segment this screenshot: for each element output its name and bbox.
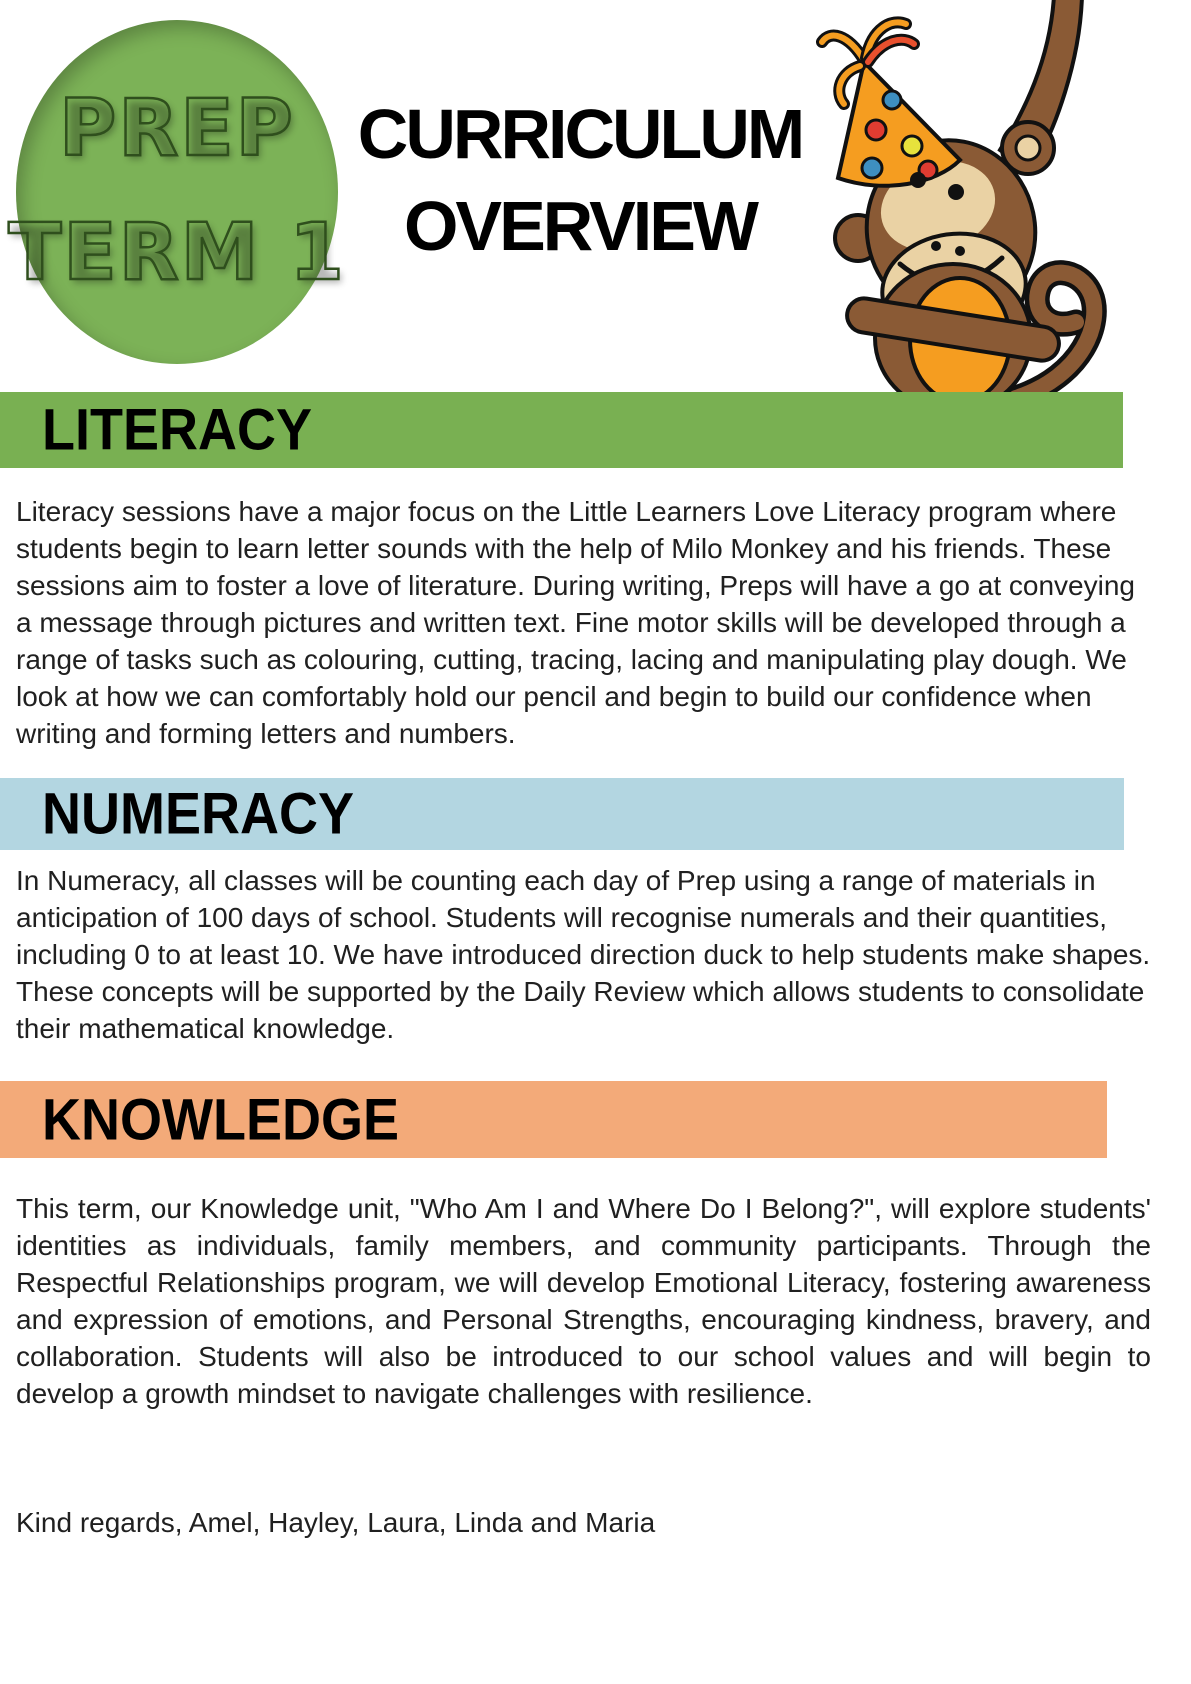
page-title: [310, 88, 850, 272]
numeracy-heading: NUMERACY: [42, 781, 355, 847]
literacy-paragraph: Literacy sessions have a major focus on the Little Learners Love Literacy program where students begin to learn letter sounds with the help of Milo Monkey and his friends. These sessions aim to foster a love of literature. During writing, Preps will have a go at conveying a message through pictures and written text. Fine motor skills will be developed through a range of tasks such as colouring, cutting, tracing, lacing and manipulating play dough. We look at how we can comfortably hold our pencil and begin to build our confidence when writing and forming letters and numbers.: [16, 496, 1135, 749]
numeracy-banner: [0, 778, 1124, 850]
knowledge-paragraph: This term, our Knowledge unit, "Who Am I and Where Do I Belong?", will explore students' identities as individuals, family members, and community participants. Through the Respectful Relationships program, we will develop Emotional Literacy, fostering awareness and expression of emotions, and Personal Strengths, encouraging kindness, bravery, and collaboration. Students will also be introduced to our school values and will begin to develop a growth mindset to navigate challenges with resilience.: [16, 1193, 1151, 1409]
prep-term-badge: [8, 20, 346, 364]
knowledge-heading: KNOWLEDGE: [42, 1087, 399, 1152]
literacy-heading: LITERACY: [42, 397, 312, 463]
numeracy-paragraph: In Numeracy, all classes will be counting each day of Prep using a range of materials in anticipation of 100 days of school. Students will recognise numerals and their quantities, including 0 to at least 10. We have introduced direction duck to help students make shapes. These concepts will be supported by the Daily Review which allows students to consolidate their mathematical knowledge.: [16, 865, 1151, 1044]
page-title-line1: CURRICULUM: [357, 95, 803, 173]
literacy-banner: [0, 392, 1123, 468]
badge-line-term: TERM 1: [8, 208, 346, 298]
knowledge-banner: [0, 1081, 1107, 1158]
badge-line-prep: PREP: [59, 84, 295, 175]
header: [0, 0, 1191, 392]
monkey-illustration: [788, 0, 1110, 402]
signoff-text: Kind regards, Amel, Hayley, Laura, Linda and Maria: [16, 1507, 656, 1538]
party-monkey-icon: [788, 0, 1110, 402]
page-title-line2: OVERVIEW: [403, 187, 756, 265]
